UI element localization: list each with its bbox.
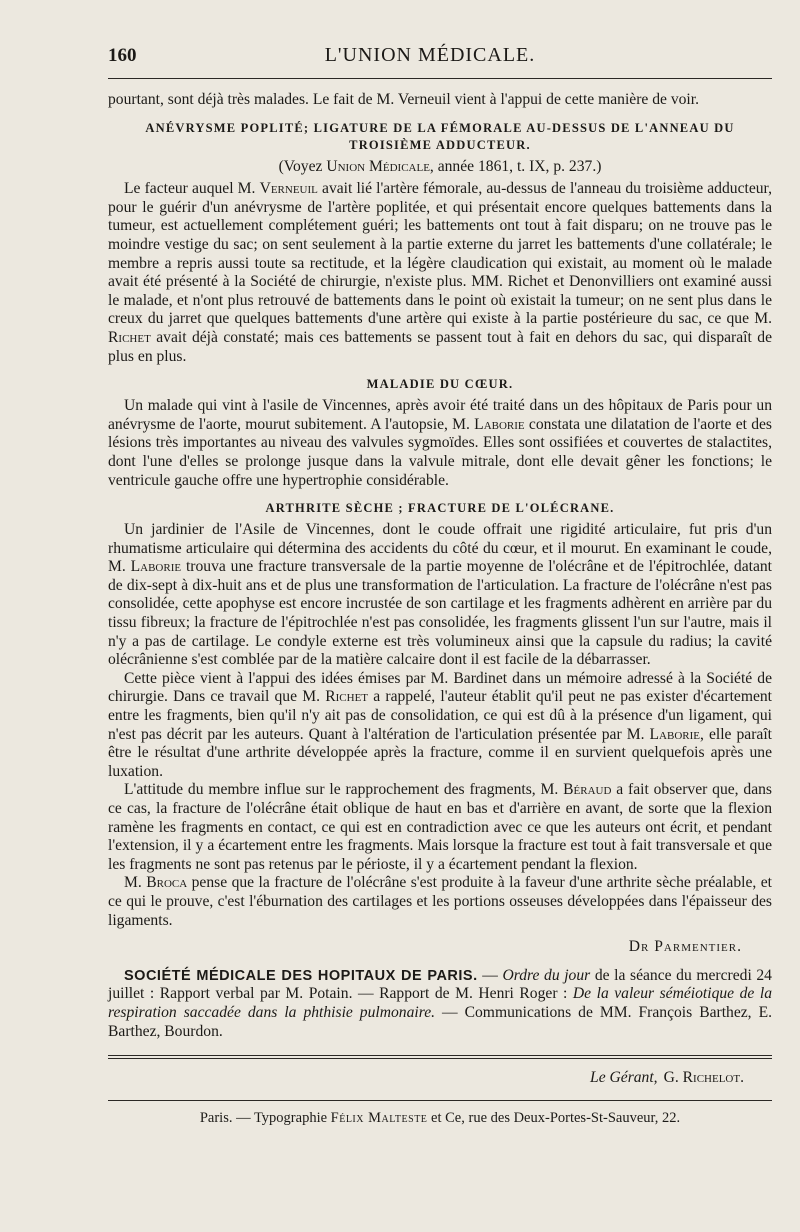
text-run: Le facteur auquel M. [124, 180, 260, 198]
text-run: pense que la fracture de l'olécrâne s'est produite à la faveur d'une arthrite sèche préalable, et ce qui le prouve, c'est l'éburnation des cartilages et les portions osseuses développées dans l'épaisseur des ligaments. [108, 874, 772, 929]
text-run: trouva une fracture transversale de la partie moyenne de l'olécrâne et de l'épitrochlée, datant de dix-sept à dix-huit ans et de plus une transformation de l'articulation. La fracture de l'olécrâne n'est pas consolidée, cette apophyse est encore incrustée de son cartilage et les fragments adhèrent en arrière par du tissu fibreux; la fracture de l'épitrochlée n'est pas consolidée, les fragments glissent l'un sur l'autre, mais il n'y a pas de cartilage. Le condyle externe est très volumineux ainsi que la capsule du radius; la cavité olécrânienne s'est comblée par de la matière calcaire dont il est facile de la débarrasser. [108, 558, 772, 669]
person-name: Richet [108, 328, 151, 346]
person-name: Béraud [563, 781, 612, 799]
divider-rule [108, 1055, 772, 1059]
text-run: Un malade qui vint à l'asile de Vincennes, après avoir été traité dans un des hôpitaux de Paris pour un anévrysme de l'aorte, mourut subitement. A l'autopsie, M. [108, 397, 772, 433]
report-title: De la valeur séméiotique de la respiration saccadée dans la phthisie pulmonaire. [108, 985, 772, 1021]
text-run: a fait observer que, dans ce cas, la fracture de l'olécrâne était oblique de haut en bas et d'arrière en avant, de sorte que la flexion ramène les fragments en contact, ce qui est en contradiction avec ce que les auteurs ont écrit, et pendant l'extension, il y a écartement entre les fragments. Mais lorsque la fracture est tout à fait transversale et que les fragments ne sont pas retenus par le périoste, il y a écartement pendant la flexion. [108, 781, 772, 873]
paragraph-anevrysme [108, 180, 772, 366]
printer-imprint [108, 1109, 772, 1128]
text-run: L'attitude du membre influe sur le rapprochement des fragments, M. [124, 781, 564, 799]
journal-title: L'UNION MÉDICALE. [324, 44, 536, 66]
author-signature: Dr Parmentier. [628, 938, 742, 956]
printer-name: Félix Malteste [330, 1109, 428, 1126]
article-body [108, 91, 772, 1127]
paragraph-maladie-coeur [108, 397, 772, 490]
gerant-line [108, 1069, 744, 1088]
ref-open: (Voyez [278, 157, 327, 175]
person-name: Laborie [649, 725, 700, 743]
person-name: Verneuil [259, 180, 318, 198]
text-run: constata une dilatation de l'aorte et des lésions très importantes au niveau des valvules sygmoïdes. Elles sont ossifiées et couvertes de stalactites, dont l'une d'elles se prolonge jusque dans la valvule mitrale, dont elle devait gêner les fonctions; le ventricule gauche offre une hypertrophie considérable. [108, 415, 772, 489]
ref-journal: Union Médicale [326, 157, 430, 175]
ref-rest: , année 1861, t. IX, p. 237.) [429, 157, 602, 175]
paragraph-arthrite-4 [108, 874, 772, 930]
paragraph-societe [108, 967, 772, 1041]
societe-title: SOCIÉTÉ MÉDICALE DES HOPITAUX DE PARIS. [124, 967, 478, 984]
section-title-maladie-coeur: MALADIE DU CŒUR. [366, 377, 514, 392]
reference-line [108, 158, 772, 177]
text-run: a rappelé, l'auteur établit qu'il peut ne pas exister d'écartement entre les fragments, bien qu'il n'y ait pas de consolidation, ce qui est dû à la présence d'un ligament, qui n'est pas décrit par les auteurs. Quant à l'altération de l'articulation présentée par M. [108, 688, 772, 743]
section-title-arthrite: ARTHRITE SÈCHE ; FRACTURE DE L'OLÉCRANE. [265, 501, 615, 516]
page-header [108, 44, 772, 79]
footer-rule [108, 1100, 772, 1101]
order-of-day: Ordre du jour [502, 966, 591, 984]
intro-paragraph: pourtant, sont déjà très malades. Le fait de M. Verneuil vient à l'appui de cette manière de voir. [108, 91, 699, 108]
text-run: Cette pièce vient à l'appui des idées émises par M. Bardinet dans un mémoire adressé à la Société de chirurgie. Dans ce travail que M. [108, 669, 772, 706]
text-run: M. [124, 874, 147, 892]
paragraph-arthrite-1 [108, 521, 772, 670]
person-name: Broca [146, 874, 188, 892]
section-title-anevrysme: ANÉVRYSME POPLITÉ; LIGATURE DE LA FÉMORALE AU-DESSUS DE L'ANNEAU DU TROISIÈME ADDUCTEUR. [145, 120, 735, 152]
text-run: avait lié l'artère fémorale, au-dessus de l'anneau du troisième adducteur, pour le guérir d'un anévrysme de l'artère poplitée, et qui présentait encore quelques battements dans la tumeur, est actuellement complétement guéri; les battements ont tout à fait disparu; on ne trouve pas le moindre vestige du sac; on sent seulement à la partie externe du jarret les battements d'une collatérale; le membre a repris aussi toute sa rectitude, et la légère claudication qui existait, au moment où le malade avait été présenté à la Société de chirurgie, n'existe plus. MM. Richet et Denonvilliers ont examiné aussi le malade, et n'ont plus retrouvé de battements dans le point où existait la tumeur; on ne sent plus dans le creux du jarret que quelques battements d'une artère qui existe à la partie postérieure du sac, ce que M. [108, 180, 773, 328]
text-run: — [477, 966, 503, 984]
text-run: Un jardinier de l'Asile de Vincennes, dont le coude offrait une rigidité articulaire, fut pris d'un rhumatisme articulaire qui détermina des accidents du côté du cœur, et il mourut. En examinant le coude, M. [108, 521, 772, 576]
paragraph-arthrite-2 [108, 670, 772, 782]
gerant-label: Le Gérant, [590, 1069, 658, 1087]
text-run: et Ce, rue des Deux-Portes-St-Sauveur, 22. [427, 1109, 681, 1126]
text-run: , elle paraît être le résultat d'une arthrite développée après la fracture, comme il en survient quelquefois après une luxation. [108, 725, 772, 780]
text-run: de la séance du mercredi 24 juillet : Rapport verbal par M. Potain. — Rapport de M. Henri Roger : [108, 966, 772, 1003]
person-name: Laborie [474, 415, 525, 433]
person-name: Laborie [130, 558, 182, 576]
paragraph-arthrite-3 [108, 781, 772, 874]
text-run: Paris. — Typographie [199, 1109, 331, 1126]
gerant-name: G. Richelot. [663, 1069, 744, 1087]
text-run: avait déjà constaté; mais ces battements se passent tout à fait en dehors du sac, qui disparaît de plus en plus. [108, 328, 772, 365]
person-name: Richet [325, 688, 369, 706]
page-number: 160 [108, 45, 137, 66]
text-run: — Communications de MM. François Barthez, E. Barthez, Bourdon. [108, 1003, 772, 1040]
